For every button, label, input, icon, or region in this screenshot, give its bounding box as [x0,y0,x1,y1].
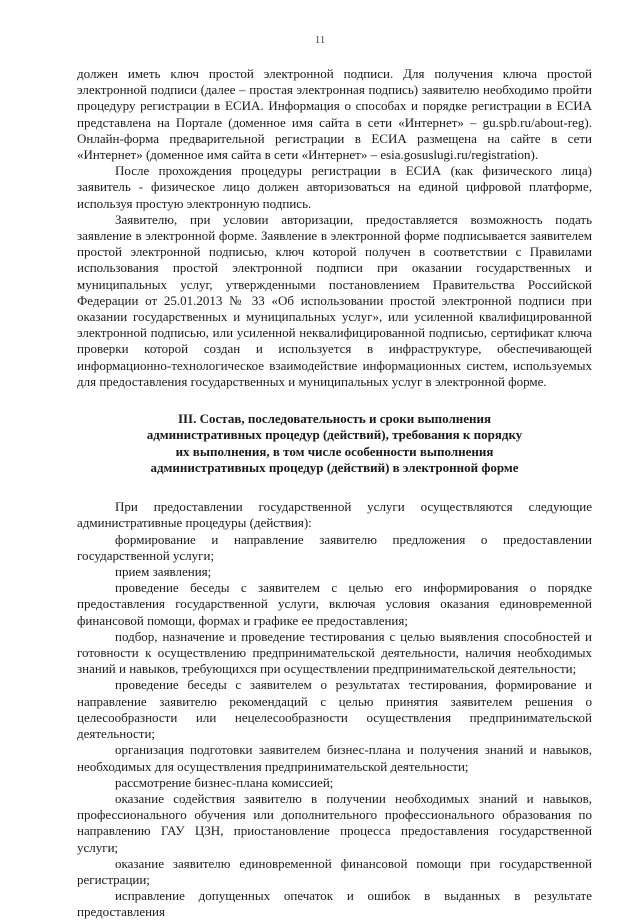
section-heading-line: административных процедур (действий) в электронной форме [150,459,519,475]
list-item: прием заявления; [115,564,212,580]
paragraph: Заявителю, при условии авторизации, предоставляется возможность подать заявление в электронной форме. Заявление в электронной форме подписывается заявителем простой электронной подписью, ключ которой получен в соответствии с Правилами использования простой электронной подписи при оказании государственных и муниципальных услуг, утвержденными постановлением Правительства Российской Федерации от 25.01.2013 № 33 «Об использовании простой электронной подписи при оказании государственных и муниципальных услуг», или усиленной квалифицированной электронной подписью, или усиленной неквалифицированной подписью, сертификат ключа проверки которой создан и используется в инфраструктуре, обеспечивающей информационно-технологическое взаимодействие информационных систем, используемых для предоставления государственных и муниципальных услуг в электронной форме. [77,211,592,389]
list-item: подбор, назначение и проведение тестирования с целью выявления способностей и готовности к осуществлению предпринимательской деятельности, наличия необходимых знаний и навыков, требующихся при осуществлении предпринимательской деятельности; [77,628,592,677]
section-heading-line: административных процедур (действий), требования к порядку [146,427,523,443]
document-body [77,66,592,921]
list-item: исправление допущенных опечаток и ошибок в выданных в результате предоставления [77,888,592,920]
list-item: организация подготовки заявителем бизнес-плана и получения знаний и навыков, необходимых для осуществления предпринимательской деятельности; [77,742,592,774]
section-heading [107,411,562,476]
page-number: 11 [314,34,326,46]
paragraph: После прохождения процедуры регистрации в ЕСИА (как физического лица) заявитель - физическое лицо должен авторизоваться на единой цифровой платформе, используя простую электронную подпись. [77,163,592,211]
list-item: оказание содействия заявителю в получении необходимых знаний и навыков, профессионального обучения или дополнительного профессионального образования по направлению ГАУ ЦЗН, приостановление процесса предоставления государственной услуги; [77,790,592,855]
list-item: оказание заявителю единовременной финансовой помощи при государственной регистрации; [77,855,592,887]
list-item: рассмотрение бизнес-плана комиссией; [115,774,334,790]
list-item: проведение беседы с заявителем о результатах тестирования, формирование и направление заявителю рекомендаций с целью принятия заявителем решения о целесообразности или нецелесообразности осуществления предпринимательской деятельности; [77,677,592,742]
section-heading-line: III. Состав, последовательность и сроки выполнения [177,411,492,427]
paragraph: должен иметь ключ простой электронной подписи. Для получения ключа простой электронной подписи (далее – простая электронная подпись) заявителю необходимо пройти процедуру регистрации в ЕСИА. Информация о способах и порядке регистрации в ЕСИА представлена на Портале (доменное имя сайта в сети «Интернет» – gu.spb.ru/about-reg). Онлайн-форма предварительной регистрации в ЕСИА размещена на сайте в сети «Интернет» (доменное имя сайта в сети «Интернет» – esia.gosuslugi.ru/registration). [77,66,592,163]
section-heading-line: их выполнения, в том числе особенности выполнения [175,443,494,459]
list-item: формирование и направление заявителю предложения о предоставлении государственной услуги; [77,531,592,563]
paragraph: При предоставлении государственной услуги осуществляются следующие административные процедуры (действия): [77,499,592,531]
list-item: проведение беседы с заявителем с целью его информирования о порядке предоставления государственной услуги, включая условия оказания единовременной финансовой помощи, формах и графике ее предоставления; [77,580,592,628]
